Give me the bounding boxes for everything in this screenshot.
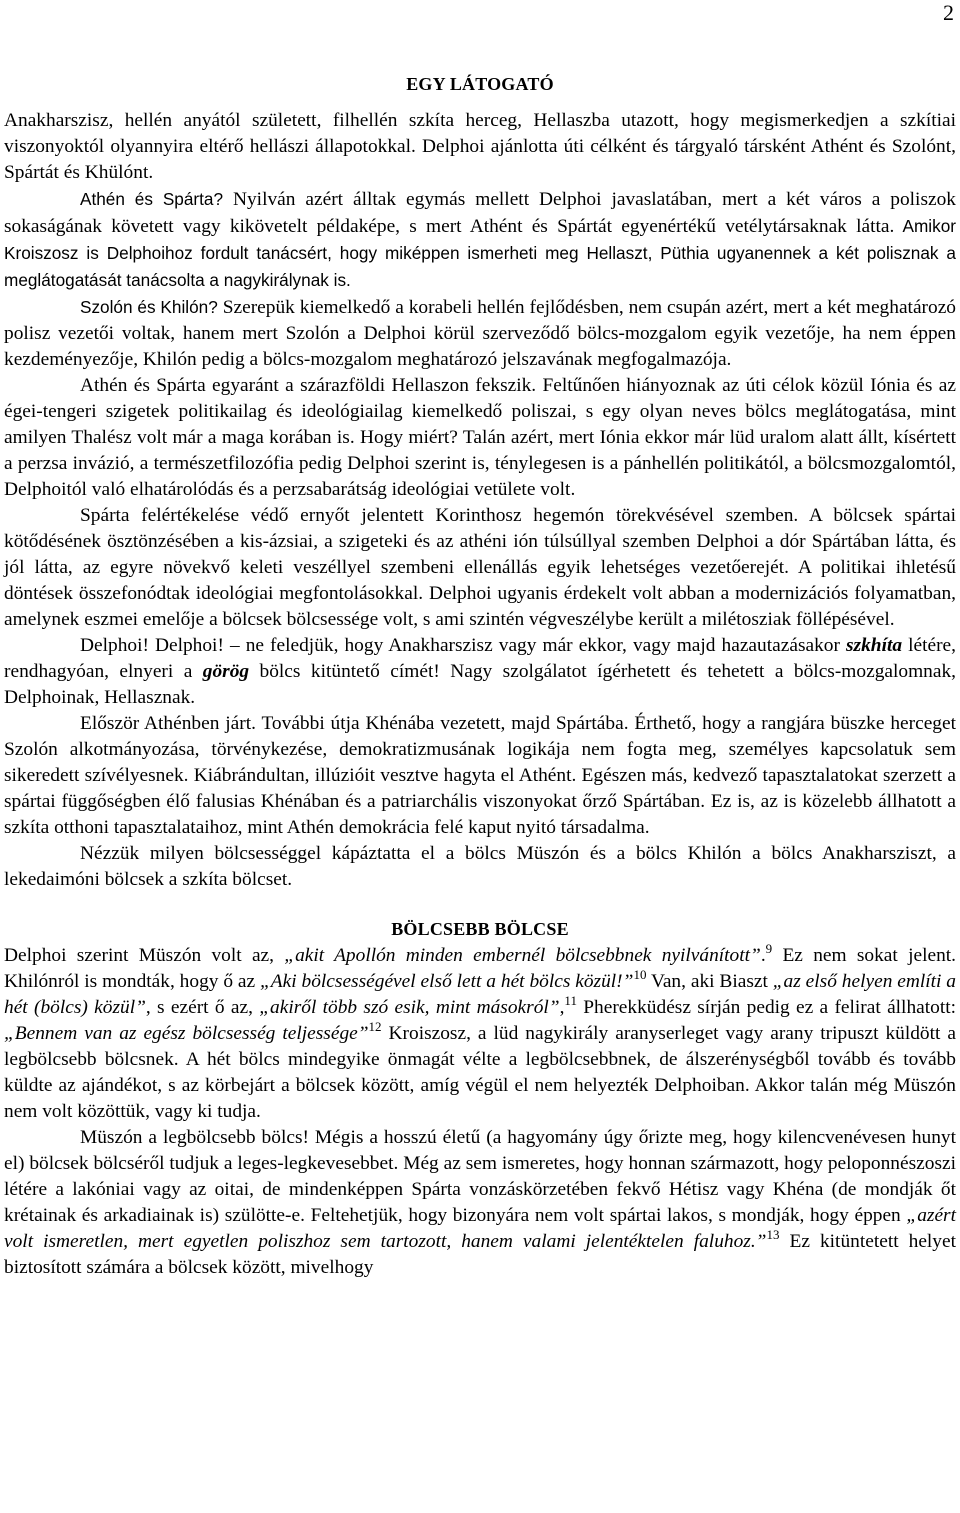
document-page	[4, 0, 956, 1281]
text-run: Ez kitüntetett helyet biztosított számára a bölcsek között, mivelhogy	[4, 1231, 956, 1278]
quote-biasz-1: „az első helyen említi a hét (bölcs) közül”	[4, 971, 956, 1018]
footnote-ref-9[interactable]: 9	[765, 941, 773, 956]
text-run: ,	[559, 997, 565, 1018]
section-heading-wisest: BÖLCSEBB BÖLCSE	[391, 919, 569, 939]
text-run: .	[760, 945, 766, 966]
paragraph-3-lead: Szolón és Khilón?	[80, 297, 218, 317]
emphasis-szkhita: szkhíta	[846, 635, 903, 656]
text-run: Ez nem sokat jelent. Khilónról is mondták, hogy ő az	[4, 945, 956, 992]
footnote-ref-11[interactable]: 11	[564, 993, 577, 1008]
paragraph-1: Anakharszisz, hellén anyától született, filhellén szkíta herceg, Hellaszba utazott, hogy megismerkedjen a szkítiai viszonyoktól olyannyira eltérő hellászi állapotokkal. Delphoi ajánlotta úti célként és tárgyaló társként Athént és Szolónt, Spártát és Khülónt.	[4, 110, 956, 183]
text-run: Pherekküdész sírján pedig ez a felirat állhatott:	[576, 997, 956, 1018]
paragraph-7: Először Athénben járt. További útja Khénába vezetett, majd Spártába. Érthető, hogy a rangjára büszke herceget Szolón alkotmányozása, törvénykezése, demokratizmusának logikája nem fogta meg, személyes kapcsolatuk sem sikeredett szívélyesnek. Kiábrándultan, illúzióit vesztve hagyta el Athént. Egészen más, kedvező tapasztalatokat szerzett a spártai függőségben élő falusias Khénában és a patriarchális viszonyokat őrző Spártában. Ez is, az is közelebb állhatott a szkíta otthoni tapasztalataihoz, mint Athén demokrácia felé kaput nyitó társadalma.	[4, 713, 956, 838]
paragraph-6-c: létére, rendhagyóan, elnyeri a	[4, 635, 956, 682]
text-run: Kroiszosz, a lüd nagykirály aranyserleget vagy arany tripuszt küldött a legbölcsebb bölcsnek. A hét bölcs mindegyike önmagát vélte a legbölcsebbnek, de álszerénységből tovább és tovább küldte az ajándékot, s az körbejárt a bölcsek között, amíg végül el nem helyezték Delphoiban. Akkor talán még Müszón nem volt közöttük, vagy ki tudja.	[4, 1023, 956, 1122]
paragraph-4-body: Feltűnően hiányoznak az úti célok közül Iónia és az égei-tengeri szigetek politikailag és ideológiailag kiemelkedő poliszai, s egy olyan neves bölcs meglátogatása, mint amilyen Thalész volt már a maga korában is. Hogy miért? Talán azért, mert Iónia ekkor már lüd uralom alatt állt, kísértett a perzsa invázió, a természetfilozófia pedig Delphoi szerint is, ténylegesen is a pánhellén politikától, a bölcsmozgalomtól, Delphoitól való elhatárolódás és a perzsabarátság ideológiai vetülete volt.	[4, 375, 956, 500]
paragraph-9	[4, 943, 956, 1125]
paragraph-6-e: bölcs kitüntető címét! Nagy szolgálatot ígérhetett és tehetett a bölcs-mozgalomnak, Delphoinak, Hellasznak.	[4, 661, 957, 708]
footnote-ref-13[interactable]: 13	[766, 1227, 780, 1242]
paragraph-5: Spárta felértékelése védő ernyőt jelentett Korinthosz hegemón törekvésével szemben. A bölcsek spártai kötődésének ösztönzésében a kis-ázsiai, a szigeteki és az athéni ión túlsúllyal szemben Delphoi a dór Spártában látta, és jól látta, az egyre növekvő keleti veszéllyel szembeni ellenállás egyik lehetséges vezetőerejét. A politikai ihletésű döntések összefonódtak ideológiai megfontolásokkal. Delphoi ugyanis érdekelt volt abban a modernizációs folyamatban, amelynek eszmei emelője a bölcsek bölcsessége volt, s ami szintén végveszélybe került a milétosziak föllépésével.	[4, 505, 956, 630]
quote-unknown: „azért volt ismeretlen, mert egyetlen poliszhoz sem tartozott, hanem valami jelentéktelen faluhoz.”	[4, 1205, 956, 1252]
paragraph-3-body: Szerepük kiemelkedő a korabeli hellén fejlődésben, nem csupán azért, mert a két meghatározó polisz vezetői voltak, hanem mert Szolón a Delphoi körül szerveződő bölcs-mozgalom egyik vezetője, ha nem éppen kezdeményezője, Khilón pedig a bölcs-mozgalom meghatározó jelszavának megfogalmazója.	[4, 297, 957, 370]
footnote-ref-12[interactable]: 12	[368, 1019, 382, 1034]
quote-biasz-2: „akiről több szó esik, mint másokról”	[259, 997, 560, 1018]
paragraph-2-tail: Amikor Kroiszosz is Delphoihoz fordult tanácsért, hogy miképpen ismerheti meg Hellaszt, Püthia ugyanennek a két polisznak a meglátogatását tanácsolta a nagykirálynak is.	[4, 216, 956, 290]
quote-pherekudesz: „Bennem van az egész bölcsesség teljessége”	[4, 1023, 369, 1044]
paragraph-2	[4, 186, 956, 294]
paragraph-10	[4, 1125, 956, 1281]
page-number: 2	[943, 0, 954, 25]
paragraph-4	[4, 373, 956, 503]
paragraph-6-a: Delphoi! Delphoi! – ne feledjük, hogy Anakharszisz vagy már ekkor, vagy majd hazautazásakor	[80, 635, 846, 656]
paragraph-3	[4, 294, 956, 373]
paragraph-6	[4, 633, 956, 711]
emphasis-gorog: görög	[202, 661, 250, 682]
quote-khilon: „Aki bölcsességével első lett a hét bölcs közül!”	[260, 971, 634, 992]
paragraph-4-lead: Athén és Spárta egyaránt a szárazföldi Hellaszon fekszik.	[80, 375, 537, 396]
text-run: Van, aki Biaszt	[646, 971, 773, 992]
quote-muszon: „akit Apollón minden embernél bölcsebbnek nyilvánított”	[284, 945, 761, 966]
paragraph-8: Nézzük milyen bölcsességgel kápáztatta el a bölcs Müszón és a bölcs Khilón a bölcs Anakharsziszt, a lekedaimóni bölcsek a szkíta bölcset.	[4, 843, 956, 890]
footnote-ref-10[interactable]: 10	[633, 967, 647, 982]
paragraph-2-body: Nyilván azért álltak egymás mellett Delphoi javaslatában, mert a két város a poliszok sokaságának követett vagy kikövetelt példaképe, s mert Athént és Spártát egyenértékű vetélytársaknak látta.	[4, 189, 956, 237]
section-heading-visitor: EGY LÁTOGATÓ	[406, 74, 554, 94]
text-run: Delphoi szerint Müszón volt az,	[4, 945, 285, 966]
text-run: Müszón a legbölcsebb bölcs! Mégis a hosszú életű (a hagyomány úgy őrizte meg, hogy kilencvenévesen hunyt el) bölcsek bölcséről tudjuk a leges-legkevesebbet. Még az sem ismeretes, hogy honnan származott, hogy peloponnészoszi létére a lakóniai vagy az oitai, de mindenképpen Spárta vonzáskörzetében fekvő Hétisz vagy Khéna (de mondják őt krétainak és arkadiainak is) szülötte-e. Feltehetjük, hogy bizonyára nem volt spártai lakos, s mondják, hogy éppen	[4, 1127, 956, 1226]
text-run: , s ezért ő az,	[145, 997, 260, 1018]
paragraph-2-lead: Athén és Spárta?	[80, 189, 224, 209]
